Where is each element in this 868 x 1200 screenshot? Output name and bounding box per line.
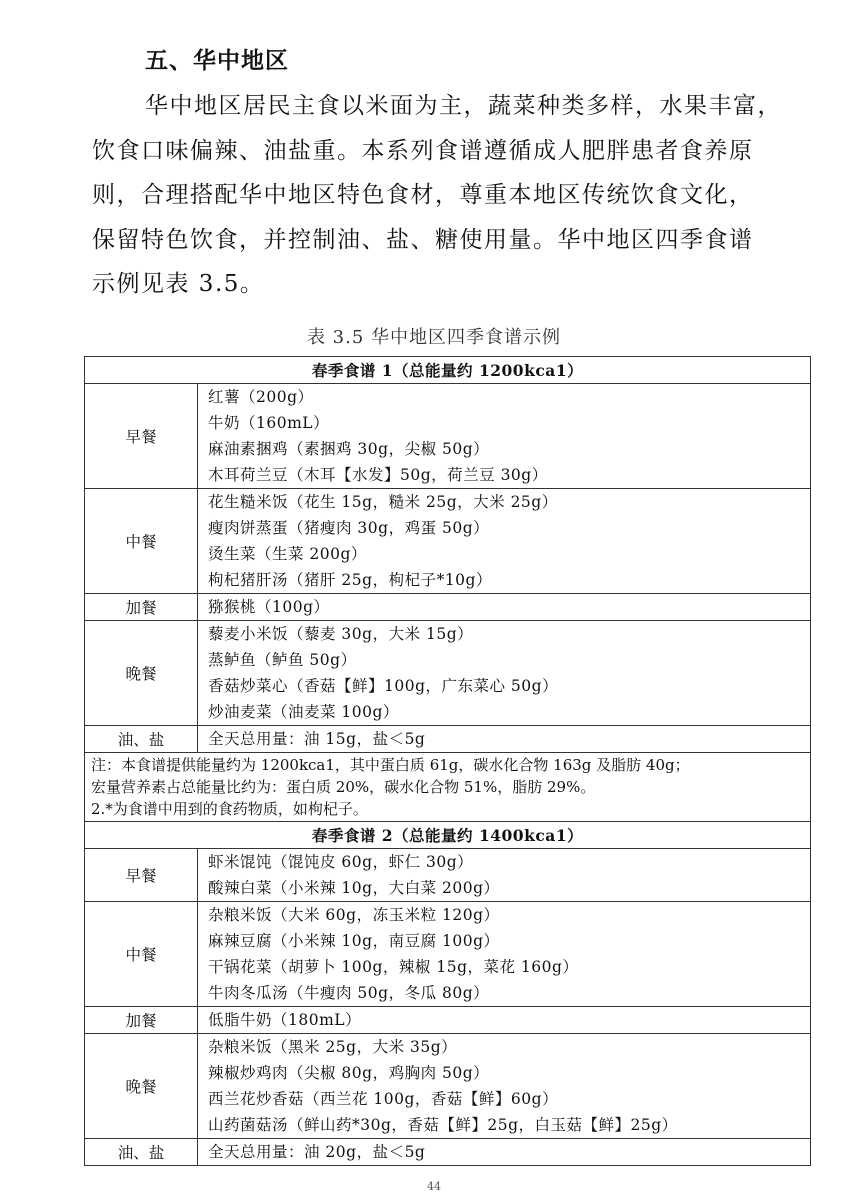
dish-item: 牛奶（160mL） xyxy=(208,414,330,432)
menu-title: 春季食谱 1（总能量约 1200kca1） xyxy=(85,357,811,384)
note-line: 注：本食谱提供能量约为 1200kca1，其中蛋白质 61g，碳水化合物 163g 及脂肪 40g； xyxy=(91,756,690,774)
dish-item: 全天总用量：油 20g，盐＜5g xyxy=(208,1143,426,1161)
dish-item: 辣椒炒鸡肉（尖椒 80g，鸡胸肉 50g） xyxy=(208,1064,490,1082)
dish-item: 烫生菜（生菜 200g） xyxy=(208,545,367,563)
table-row xyxy=(85,1007,811,1034)
meal-dishes xyxy=(198,594,811,621)
page-number: 44 xyxy=(427,1180,441,1193)
section-heading: 五、华中地区 xyxy=(145,48,289,74)
dish-item: 麻油素捆鸡（素捆鸡 30g，尖椒 50g） xyxy=(208,440,490,458)
meal-dishes xyxy=(198,621,811,726)
notes-row xyxy=(85,753,811,822)
dish-item: 全天总用量：油 15g，盐＜5g xyxy=(208,730,426,748)
meal-name: 早餐 xyxy=(85,849,198,902)
meal-name: 中餐 xyxy=(85,489,198,594)
intro-line: 华中地区居民主食以米面为主，蔬菜种类多样，水果丰富， xyxy=(145,93,782,119)
dish-item: 山药菌菇汤（鲜山药*30g，香菇【鲜】25g，白玉菇【鲜】25g） xyxy=(208,1116,678,1134)
meal-dishes xyxy=(198,726,811,753)
dish-item: 瘦肉饼蒸蛋（猪瘦肉 30g，鸡蛋 50g） xyxy=(208,519,490,537)
menu-title-row xyxy=(85,822,811,849)
dish-item: 杂粮米饭（黑米 25g，大米 35g） xyxy=(208,1038,458,1056)
meal-name: 早餐 xyxy=(85,384,198,489)
table-row xyxy=(85,594,811,621)
note-line: 宏量营养素占总能量比约为：蛋白质 20%，碳水化合物 51%，脂肪 29%。 xyxy=(91,778,596,796)
dish-item: 干锅花菜（胡萝卜 100g，辣椒 15g，菜花 160g） xyxy=(208,958,579,976)
meal-name: 晚餐 xyxy=(85,1034,198,1139)
menu-table xyxy=(84,356,811,1166)
intro-paragraph xyxy=(92,84,812,307)
intro-line: 则，合理搭配华中地区特色食材，尊重本地区传统饮食文化， xyxy=(92,182,754,208)
meal-name: 加餐 xyxy=(85,1007,198,1034)
table-row xyxy=(85,384,811,489)
meal-dishes xyxy=(198,384,811,489)
meal-name: 晚餐 xyxy=(85,621,198,726)
meal-dishes xyxy=(198,902,811,1007)
table-row xyxy=(85,621,811,726)
intro-line: 示例见表 3.5。 xyxy=(92,271,265,297)
note-line: 2.*为食谱中用到的食药物质，如枸杞子。 xyxy=(91,800,368,818)
intro-line: 保留特色饮食，并控制油、盐、糖使用量。华中地区四季食谱 xyxy=(92,226,754,253)
meal-name: 加餐 xyxy=(85,594,198,621)
meal-name: 油、盐 xyxy=(85,1139,198,1166)
dish-item: 低脂牛奶（180mL） xyxy=(208,1011,362,1029)
dish-item: 木耳荷兰豆（木耳【水发】50g，荷兰豆 30g） xyxy=(208,466,548,484)
dish-item: 枸杞猪肝汤（猪肝 25g，枸杞子*10g） xyxy=(208,571,492,589)
meal-dishes xyxy=(198,1007,811,1034)
dish-item: 花生糙米饭（花生 15g，糙米 25g，大米 25g） xyxy=(208,493,558,511)
meal-dishes xyxy=(198,1034,811,1139)
dish-item: 炒油麦菜（油麦菜 100g） xyxy=(208,703,399,721)
meal-dishes xyxy=(198,489,811,594)
menu-title-row xyxy=(85,357,811,384)
meal-name: 中餐 xyxy=(85,902,198,1007)
dish-item: 牛肉冬瓜汤（牛瘦肉 50g，冬瓜 80g） xyxy=(208,984,490,1002)
table-row xyxy=(85,1139,811,1166)
dish-item: 西兰花炒香菇（西兰花 100g，香菇【鲜】60g） xyxy=(208,1090,559,1108)
dish-item: 杂粮米饭（大米 60g，冻玉米粒 120g） xyxy=(208,906,500,924)
menu-notes xyxy=(85,753,811,822)
meal-dishes xyxy=(198,849,811,902)
dish-item: 麻辣豆腐（小米辣 10g，南豆腐 100g） xyxy=(208,932,500,950)
dish-item: 虾米馄饨（馄饨皮 60g，虾仁 30g） xyxy=(208,853,474,871)
table-row xyxy=(85,849,811,902)
dish-item: 猕猴桃（100g） xyxy=(208,598,330,616)
table-row xyxy=(85,1034,811,1139)
meal-name: 油、盐 xyxy=(85,726,198,753)
dish-item: 藜麦小米饭（藜麦 30g，大米 15g） xyxy=(208,625,474,643)
table-caption: 表 3.5 华中地区四季食谱示例 xyxy=(306,327,562,348)
dish-item: 香菇炒菜心（香菇【鲜】100g，广东菜心 50g） xyxy=(208,677,559,695)
table-row xyxy=(85,902,811,1007)
menu-title: 春季食谱 2（总能量约 1400kca1） xyxy=(85,822,811,849)
dish-item: 红薯（200g） xyxy=(208,388,314,406)
intro-line: 饮食口味偏辣、油盐重。本系列食谱遵循成人肥胖患者食养原 xyxy=(92,137,754,164)
dish-item: 蒸鲈鱼（鲈鱼 50g） xyxy=(208,651,357,669)
dish-item: 酸辣白菜（小米辣 10g，大白菜 200g） xyxy=(208,879,500,897)
meal-dishes xyxy=(198,1139,811,1166)
table-row xyxy=(85,726,811,753)
table-row xyxy=(85,489,811,594)
